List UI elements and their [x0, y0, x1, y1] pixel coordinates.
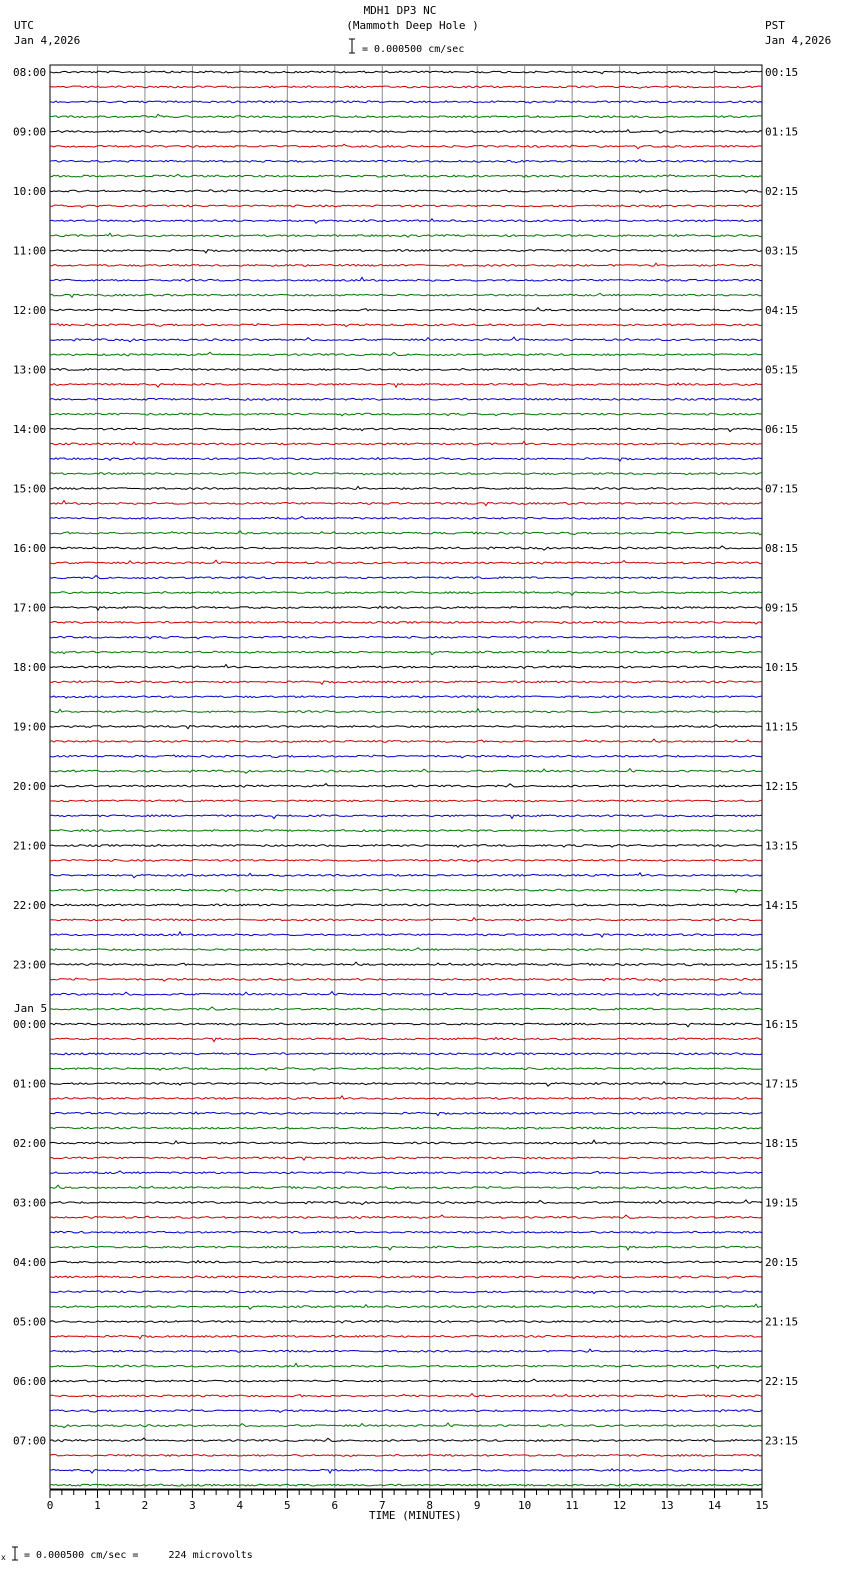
- seismic-trace: [50, 174, 762, 177]
- utc-hour-label: 14:00: [13, 423, 47, 436]
- seismic-trace: [50, 1140, 762, 1144]
- pst-date: Jan 4,2026: [765, 34, 832, 47]
- seismic-trace: [50, 1171, 762, 1174]
- seismic-trace: [50, 293, 762, 297]
- x-tick-label: 3: [189, 1499, 196, 1512]
- seismic-trace: [50, 233, 762, 237]
- utc-hour-label: 06:00: [13, 1375, 47, 1388]
- scale-label: = 0.000500 cm/sec: [362, 44, 465, 55]
- seismic-trace: [50, 130, 762, 133]
- pst-hour-label: 04:15: [765, 304, 799, 317]
- pst-hour-label: 21:15: [765, 1315, 799, 1329]
- footer-scale-icon: [10, 1546, 20, 1562]
- pst-hour-label: 23:15: [765, 1434, 799, 1448]
- utc-hour-label: 17:00: [13, 601, 47, 615]
- seismic-trace: [50, 1455, 762, 1457]
- pst-hour-label: 11:15: [765, 720, 799, 734]
- pst-hour-label: 08:15: [765, 542, 799, 555]
- seismic-trace: [50, 1068, 762, 1071]
- x-tick-label: 0: [46, 1499, 54, 1512]
- seismic-trace: [50, 473, 762, 475]
- seismic-trace: [50, 948, 762, 951]
- utc-hour-label: 18:00: [13, 661, 47, 674]
- x-tick-label: 1: [94, 1499, 101, 1512]
- day-change-label: Jan 5: [14, 1002, 48, 1015]
- x-tick-label: 7: [378, 1499, 386, 1512]
- seismic-trace: [50, 160, 762, 163]
- seismic-trace: [50, 873, 762, 878]
- utc-hour-label: 10:00: [13, 185, 47, 198]
- pst-hour-label: 02:15: [765, 185, 799, 198]
- seismic-trace: [50, 1349, 762, 1352]
- seismic-trace: [50, 501, 762, 506]
- seismic-trace: [50, 101, 762, 103]
- seismic-trace: [50, 1438, 762, 1442]
- site-title: (Mammoth Deep Hole ): [346, 19, 479, 32]
- pst-hour-label: 01:15: [765, 125, 799, 139]
- utc-hour-label: 05:00: [13, 1315, 47, 1329]
- seismic-trace: [50, 860, 762, 863]
- seismic-trace: [50, 739, 762, 742]
- seismic-trace: [50, 845, 762, 848]
- pst-hour-label: 10:15: [765, 661, 799, 674]
- seismic-trace: [50, 725, 762, 729]
- pst-hour-label: 13:15: [765, 839, 799, 853]
- seismic-trace: [50, 441, 762, 444]
- utc-hour-label: 22:00: [13, 899, 47, 912]
- seismic-trace: [50, 769, 762, 774]
- seismic-trace: [50, 1037, 762, 1041]
- seismic-trace: [50, 144, 762, 149]
- seismic-trace: [50, 1231, 762, 1233]
- seismic-trace: [50, 709, 762, 713]
- seismic-trace: [50, 352, 762, 356]
- seismic-trace: [50, 277, 762, 281]
- x-tick-label: 8: [426, 1499, 434, 1512]
- utc-hour-label: 07:00: [13, 1434, 47, 1448]
- seismic-trace: [50, 1261, 762, 1263]
- x-tick-label: 15: [755, 1499, 769, 1512]
- seismic-trace: [50, 665, 762, 669]
- pst-hour-label: 16:15: [765, 1018, 799, 1031]
- seismic-trace: [50, 516, 762, 519]
- seismic-trace: [50, 1423, 762, 1428]
- seismic-trace: [50, 369, 762, 371]
- seismic-trace: [50, 308, 762, 311]
- seismic-trace: [50, 1410, 762, 1413]
- seismic-trace: [50, 398, 762, 400]
- utc-hour-label: 11:00: [13, 244, 47, 258]
- seismic-trace: [50, 1336, 762, 1339]
- seismic-trace: [50, 1484, 762, 1486]
- seismic-trace: [50, 1379, 762, 1382]
- seismic-trace: [50, 800, 762, 802]
- seismic-trace: [50, 560, 762, 564]
- seismic-trace: [50, 324, 762, 327]
- seismic-trace: [50, 205, 762, 208]
- seismic-trace: [50, 636, 762, 639]
- seismic-trace: [50, 1157, 762, 1160]
- seismic-trace: [50, 1291, 762, 1294]
- seismic-trace: [50, 784, 762, 788]
- seismic-trace: [50, 755, 762, 758]
- x-tick-label: 10: [518, 1499, 532, 1512]
- seismic-trace: [50, 606, 762, 610]
- utc-hour-label: 09:00: [13, 125, 47, 139]
- seismic-trace: [50, 932, 762, 937]
- x-tick-label: 6: [331, 1499, 339, 1512]
- pst-label: PST: [765, 19, 785, 32]
- seismic-trace: [50, 337, 762, 342]
- seismic-trace: [50, 1394, 762, 1397]
- utc-hour-label: 13:00: [13, 363, 47, 377]
- pst-hour-label: 15:15: [765, 958, 799, 972]
- seismic-trace: [50, 622, 762, 625]
- seismic-trace: [50, 650, 762, 655]
- seismic-trace: [50, 428, 762, 432]
- seismic-trace: [50, 1112, 762, 1116]
- seismic-trace: [50, 1185, 762, 1189]
- seismic-trace: [50, 86, 762, 88]
- x-tick-label: 12: [612, 1499, 627, 1512]
- seismic-trace: [50, 1276, 762, 1279]
- seismic-trace: [50, 219, 762, 224]
- seismic-trace: [50, 458, 762, 462]
- pst-hour-label: 14:15: [765, 899, 799, 912]
- pst-hour-label: 12:15: [765, 780, 799, 793]
- seismic-trace: [50, 1127, 762, 1129]
- seismic-trace: [50, 1053, 762, 1055]
- utc-hour-label: 03:00: [13, 1196, 47, 1210]
- utc-hour-label: 01:00: [13, 1077, 47, 1091]
- seismic-trace: [50, 1023, 762, 1027]
- seismic-trace: [50, 815, 762, 819]
- seismic-trace: [50, 962, 762, 966]
- seismic-trace: [50, 1363, 762, 1368]
- station-title: MDH1 DP3 NC: [363, 4, 437, 17]
- seismic-trace: [50, 413, 762, 416]
- pst-hour-label: 17:15: [765, 1077, 799, 1091]
- footer-scale-note: = 0.000500 cm/sec = 224 microvolts: [24, 1550, 253, 1561]
- x-tick-label: 9: [473, 1499, 481, 1512]
- seismic-trace: [50, 1096, 762, 1100]
- seismic-trace: [50, 1320, 762, 1323]
- pst-hour-label: 06:15: [765, 423, 799, 436]
- seismic-trace: [50, 592, 762, 596]
- seismic-trace: [50, 992, 762, 996]
- utc-hour-label: 20:00: [13, 780, 47, 793]
- x-tick-label: 11: [565, 1499, 579, 1512]
- seismic-trace: [50, 696, 762, 698]
- utc-date: Jan 4,2026: [14, 34, 81, 47]
- x-tick-label: 5: [284, 1499, 291, 1512]
- plot-frame: [50, 65, 762, 1489]
- seismic-trace: [50, 1200, 762, 1205]
- pst-hour-label: 05:15: [765, 363, 799, 377]
- footer-corner-mark: x: [1, 1553, 6, 1562]
- seismic-trace: [50, 114, 762, 117]
- x-tick-label: 14: [707, 1499, 722, 1512]
- utc-hour-label: 00:00: [13, 1018, 47, 1031]
- pst-hour-label: 09:15: [765, 601, 799, 615]
- seismic-trace: [50, 889, 762, 893]
- utc-hour-label: 02:00: [13, 1137, 47, 1150]
- seismic-trace: [50, 576, 762, 579]
- utc-hour-label: 12:00: [13, 304, 47, 317]
- pst-hour-label: 07:15: [765, 482, 799, 496]
- pst-hour-label: 20:15: [765, 1256, 799, 1269]
- x-axis-label: TIME (MINUTES): [369, 1509, 462, 1522]
- utc-hour-label: 04:00: [13, 1256, 47, 1269]
- utc-hour-label: 08:00: [13, 66, 47, 79]
- seismic-trace: [50, 904, 762, 906]
- seismic-trace: [50, 531, 762, 535]
- seismic-trace: [50, 918, 762, 921]
- seismic-trace: [50, 978, 762, 981]
- seismic-trace: [50, 1469, 762, 1473]
- seismic-trace: [50, 250, 762, 253]
- x-tick-label: 13: [660, 1499, 674, 1512]
- pst-hour-label: 19:15: [765, 1196, 799, 1210]
- seismic-trace: [50, 486, 762, 489]
- utc-hour-label: 23:00: [13, 958, 47, 972]
- utc-hour-label: 21:00: [13, 839, 47, 853]
- seismic-trace: [50, 546, 762, 550]
- seismic-trace: [50, 383, 762, 387]
- seismic-trace: [50, 71, 762, 74]
- seismic-trace: [50, 1215, 762, 1219]
- seismic-trace: [50, 1082, 762, 1087]
- seismic-trace: [50, 263, 762, 266]
- pst-hour-label: 22:15: [765, 1375, 799, 1388]
- utc-hour-label: 19:00: [13, 720, 47, 734]
- pst-hour-label: 00:15: [765, 66, 799, 79]
- pst-hour-label: 03:15: [765, 244, 799, 258]
- seismic-trace: [50, 1007, 762, 1010]
- seismic-trace: [50, 1246, 762, 1250]
- seismic-trace: [50, 681, 762, 685]
- x-tick-label: 4: [236, 1499, 244, 1512]
- x-tick-label: 2: [141, 1499, 149, 1512]
- seismic-trace: [50, 1304, 762, 1309]
- utc-hour-label: 16:00: [13, 542, 47, 555]
- seismic-trace: [50, 190, 762, 193]
- utc-hour-label: 15:00: [13, 482, 47, 496]
- pst-hour-label: 18:15: [765, 1137, 799, 1150]
- seismic-trace: [50, 829, 762, 831]
- utc-label: UTC: [14, 19, 34, 32]
